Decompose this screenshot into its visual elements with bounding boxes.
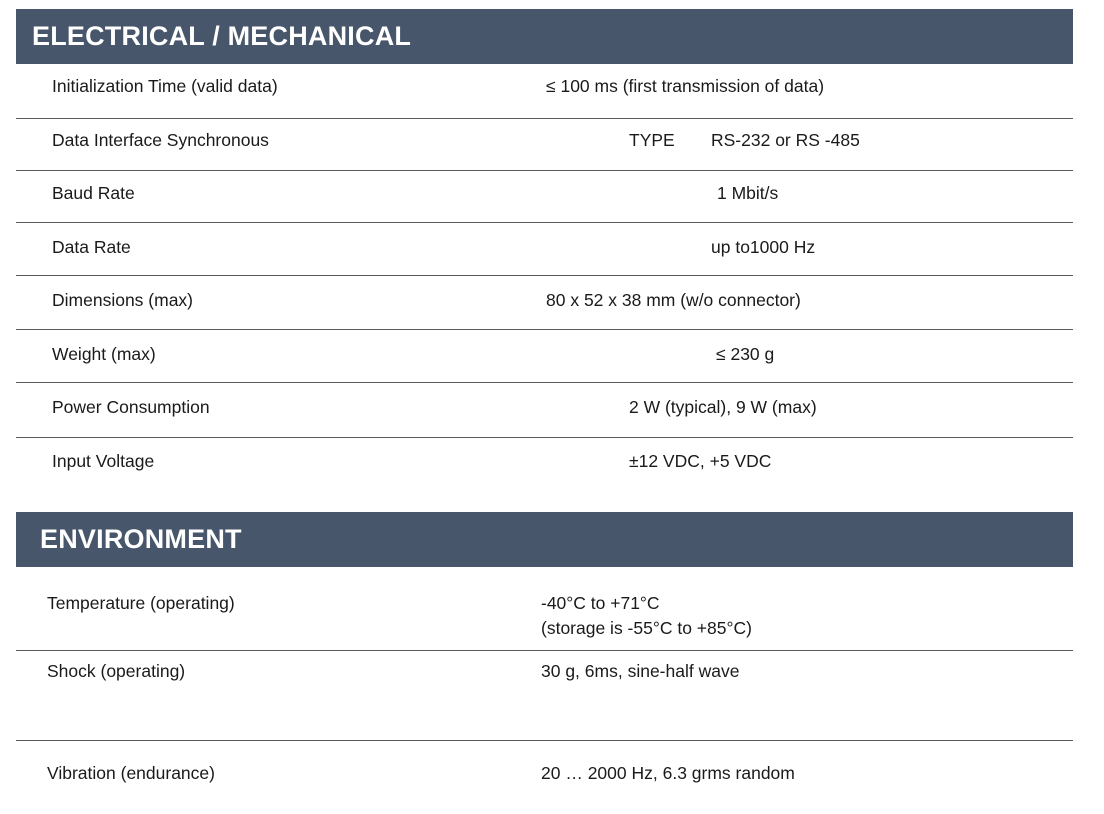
spec-value: 20 … 2000 Hz, 6.3 grms random [541, 763, 795, 783]
spec-label: Vibration (endurance) [47, 763, 215, 783]
spec-value: 2 W (typical), 9 W (max) [629, 397, 817, 417]
spec-label: Baud Rate [52, 183, 135, 203]
spec-value: 30 g, 6ms, sine-half wave [541, 661, 740, 681]
spec-label: Dimensions (max) [52, 290, 193, 310]
spec-value: 80 x 52 x 38 mm (w/o connector) [546, 290, 801, 310]
spec-label: Shock (operating) [47, 661, 186, 681]
spec-label: Input Voltage [52, 451, 155, 471]
row-divider [16, 170, 1073, 171]
spec-label: Data Rate [52, 237, 131, 257]
row-divider [16, 118, 1073, 119]
spec-value: ≤ 100 ms (first transmission of data) [546, 76, 825, 96]
row-divider [16, 275, 1073, 276]
row-divider [16, 650, 1073, 651]
spec-label: Weight (max) [52, 344, 156, 364]
spec-value: ≤ 230 g [716, 344, 775, 364]
spec-value: RS-232 or RS -485 [711, 130, 860, 150]
spec-value: 1 Mbit/s [717, 183, 779, 203]
spec-value: -40°C to +71°C [541, 593, 660, 613]
row-divider [16, 382, 1073, 383]
row-divider [16, 222, 1073, 223]
spec-value-note: (storage is -55°C to +85°C) [541, 618, 752, 638]
row-divider [16, 740, 1073, 741]
row-divider [16, 437, 1073, 438]
spec-label: Initialization Time (valid data) [52, 76, 278, 96]
spec-label: Data Interface Synchronous [52, 130, 269, 150]
section-header-electrical: ELECTRICAL / MECHANICAL [16, 9, 1073, 64]
section-header-environment: ENVIRONMENT [16, 512, 1073, 567]
row-divider [16, 329, 1073, 330]
spec-value-type: TYPE [629, 130, 675, 150]
spec-value: ±12 VDC, +5 VDC [629, 451, 772, 471]
spec-value: up to1000 Hz [711, 237, 816, 257]
spec-label: Power Consumption [52, 397, 210, 417]
spec-label: Temperature (operating) [47, 593, 235, 613]
